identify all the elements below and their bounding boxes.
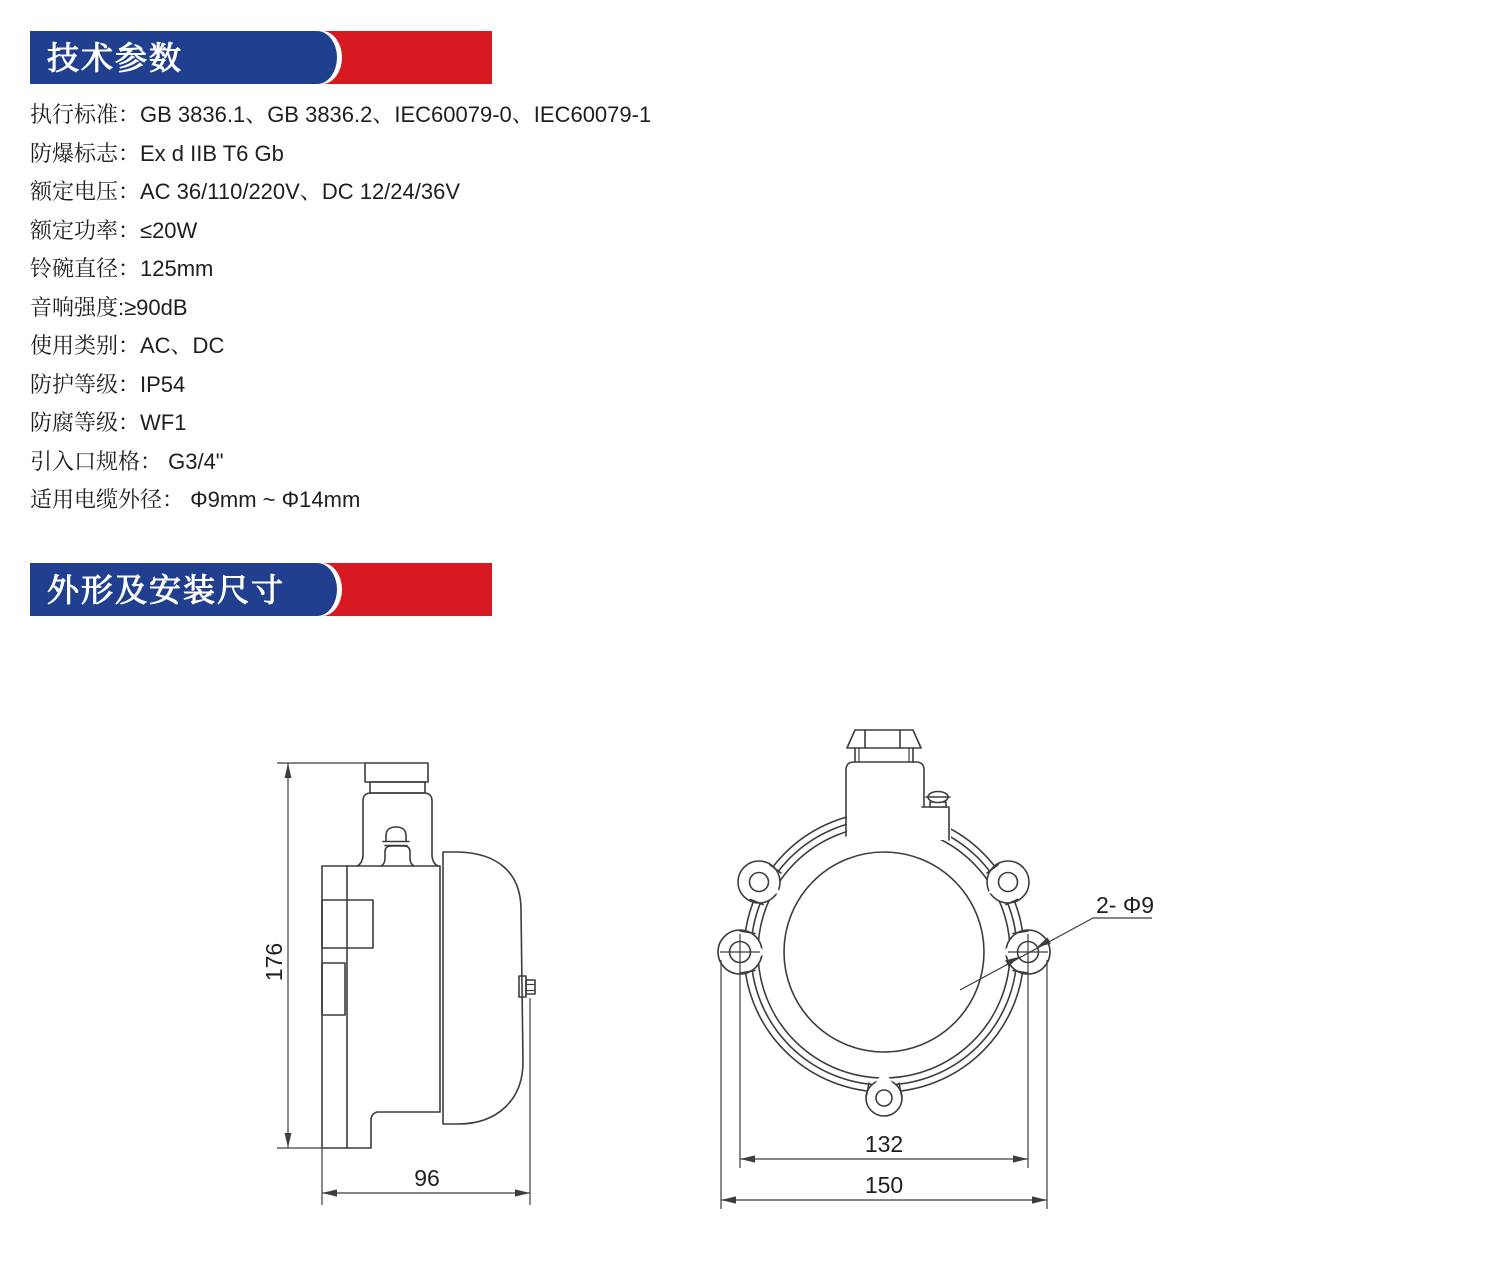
- spec-line-ex-mark: 防爆标志：Ex d IIB T6 Gb: [30, 140, 284, 166]
- spec-line-standard: 执行标准：GB 3836.1、GB 3836.2、IEC60079-0、IEC60079-1: [30, 102, 652, 127]
- striker-button: [381, 846, 414, 866]
- gland-body-side: [357, 793, 438, 866]
- dim-176-label: 176: [261, 942, 287, 982]
- dim-132: [740, 934, 1028, 1168]
- gland-cap: [365, 763, 428, 782]
- dim-150-label: 150: [864, 1172, 904, 1198]
- spec-line-sound-intensity: 音响强度:≥90dB: [30, 294, 188, 320]
- section-title: 技术参数: [47, 39, 184, 76]
- spec-line-corrosion-grade: 防腐等级：WF1: [30, 410, 187, 435]
- arrowhead: [1032, 1196, 1047, 1203]
- mounting-bracket: [322, 1112, 440, 1148]
- spec-line-rated-voltage: 额定电压：AC 36/110/220V、DC 12/24/36V: [30, 179, 461, 204]
- arrowhead: [721, 1196, 736, 1203]
- gland-neck: [370, 782, 425, 793]
- dim-176: [261, 763, 367, 1148]
- arrowhead: [740, 1155, 755, 1162]
- front-view-drawing: [718, 730, 1154, 1209]
- bell-dome-profile: [443, 852, 523, 1124]
- leader-mounting-holes: [960, 892, 1154, 990]
- arrowhead: [515, 1189, 530, 1196]
- spec-line-ip-rating: 防护等级：IP54: [30, 371, 186, 397]
- arrowhead: [285, 1133, 292, 1148]
- hex-nut: [847, 730, 921, 748]
- spec-line-usage-category: 使用类别：AC、DC: [30, 333, 225, 358]
- arrowhead: [1013, 1155, 1028, 1162]
- flange-outer-ring: [744, 812, 1024, 1092]
- spec-line-bell-diameter: 铃碗直径：125mm: [30, 256, 214, 281]
- spec-line-entry-spec: 引入口规格： G3/4": [30, 448, 224, 474]
- arrowhead: [322, 1189, 337, 1196]
- dim-96-label: 96: [414, 1165, 440, 1191]
- side-view-drawing: [261, 763, 535, 1205]
- bell-bowl-circle: [784, 852, 984, 1052]
- striker-screw-dome: [386, 827, 406, 841]
- spec-line-cable-diameter: 适用电缆外径： Φ9mm ~ Φ14mm: [30, 487, 361, 512]
- spec-line-rated-power: 额定功率：≤20W: [30, 217, 198, 243]
- arrowhead: [285, 763, 292, 778]
- holes-note-label: 2- Φ9: [1096, 892, 1154, 918]
- section-title: 外形及安装尺寸: [47, 571, 286, 608]
- dim-132-label: 132: [864, 1131, 904, 1157]
